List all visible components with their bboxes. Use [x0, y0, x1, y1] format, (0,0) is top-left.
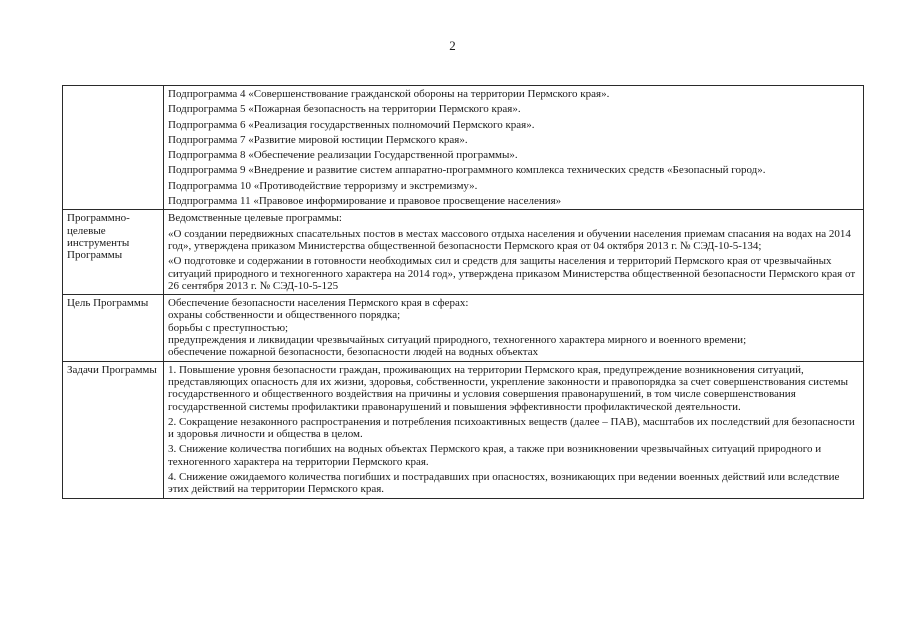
- goal-line: обеспечение пожарной безопасности, безопасности людей на водных объектах: [168, 346, 539, 359]
- subprogram-item: Подпрограмма 10 «Противодействие терроризму и экстремизму».: [168, 179, 478, 192]
- row-label-cell: [63, 86, 164, 210]
- goal-line: Обеспечение безопасности населения Пермского края в сферах:: [168, 297, 469, 310]
- instruments-paragraph: «О создании передвижных спасательных постов в местах массового отдыха населения и обучении населения приемам спасания на водах на 2014 год», утверждена приказом Министерства общественной безопасности Пермского края от 04 октября 2013 г. № СЭД-10-5-134;: [168, 227, 851, 252]
- subprogram-item: Подпрограмма 7 «Развитие мировой юстиции Пермского края».: [168, 133, 468, 146]
- instruments-paragraph: «О подготовке и содержании в готовности необходимых сил и средств для защиты населения и территорий Пермского края от чрезвычайных ситуаций природного и техногенного характера на 2014 год», утверждена приказом Министерства общественной безопасности Пермского края от 26 сентября 2013 г. № СЭД-10-5-125: [168, 255, 856, 292]
- task-paragraph: 3. Снижение количества погибших на водных объектах Пермского края, а также при возникновении чрезвычайных ситуаций природного и техногенного характера на территории Пермского края.: [168, 443, 822, 468]
- row-content-cell: [164, 295, 864, 361]
- task-paragraph: 4. Снижение ожидаемого количества погибших и пострадавших при опасностях, возникающих при ведении военных действий или вследствие этих действий на территории Пермского края.: [168, 471, 840, 496]
- row-label-cell: [63, 361, 164, 498]
- row-content-cell: [164, 361, 864, 498]
- table-row-tasks: [63, 361, 864, 498]
- subprogram-item: Подпрограмма 9 «Внедрение и развитие систем аппаратно-программного комплекса технических средств «Безопасный город».: [168, 164, 766, 177]
- subprogram-item: Подпрограмма 11 «Правовое информирование и правовое просвещение населения»: [168, 195, 562, 208]
- passport-table: [62, 85, 864, 499]
- row-content-cell: [164, 210, 864, 295]
- subprogram-item: Подпрограмма 6 «Реализация государственных полномочий Пермского края».: [168, 118, 535, 131]
- page-number: 2: [449, 38, 456, 53]
- row-label-cell: [63, 210, 164, 295]
- subprogram-item: Подпрограмма 4 «Совершенствование гражданской обороны на территории Пермского края».: [168, 88, 610, 100]
- row-label: Цель Программы: [67, 297, 149, 310]
- goal-line: борьбы с преступностью;: [168, 321, 289, 334]
- subprogram-item: Подпрограмма 5 «Пожарная безопасность на территории Пермского края».: [168, 103, 521, 116]
- task-paragraph: 1. Повышение уровня безопасности граждан, проживающих на территории Пермского края, предупреждение возникновения ситуаций, представляющих опасность для их жизни, здоровья, собственности, укрепление законности и правопорядка за счет совершенствования системы государственного и общественного воздействия на причины и условия совершения правонарушений, в том числе совершенствования государственной системы профилактики правонарушений и повышения эффективности профилактической деятельности.: [168, 363, 848, 413]
- table-row-instruments: [63, 210, 864, 295]
- goal-line: охраны собственности и общественного порядка;: [168, 309, 401, 322]
- row-label: Программно-целевые инструменты Программы: [67, 212, 130, 262]
- row-label-cell: [63, 295, 164, 361]
- table-row-goal: [63, 295, 864, 361]
- subprogram-item: Подпрограмма 8 «Обеспечение реализации Государственной программы».: [168, 149, 518, 162]
- instruments-paragraph: Ведомственные целевые программы:: [168, 212, 342, 225]
- row-label: Задачи Программы: [67, 363, 157, 376]
- goal-line: предупреждения и ликвидации чрезвычайных ситуаций природного, техногенного характера мирного и военного времени;: [168, 334, 747, 347]
- task-paragraph: 2. Сокращение незаконного распространения и потребления психоактивных веществ (далее – ПАВ), масштабов их последствий для безопасности и здоровья личности и общества в целом.: [168, 415, 855, 441]
- table-row-subprograms: [63, 86, 864, 210]
- row-content-cell: [164, 86, 864, 210]
